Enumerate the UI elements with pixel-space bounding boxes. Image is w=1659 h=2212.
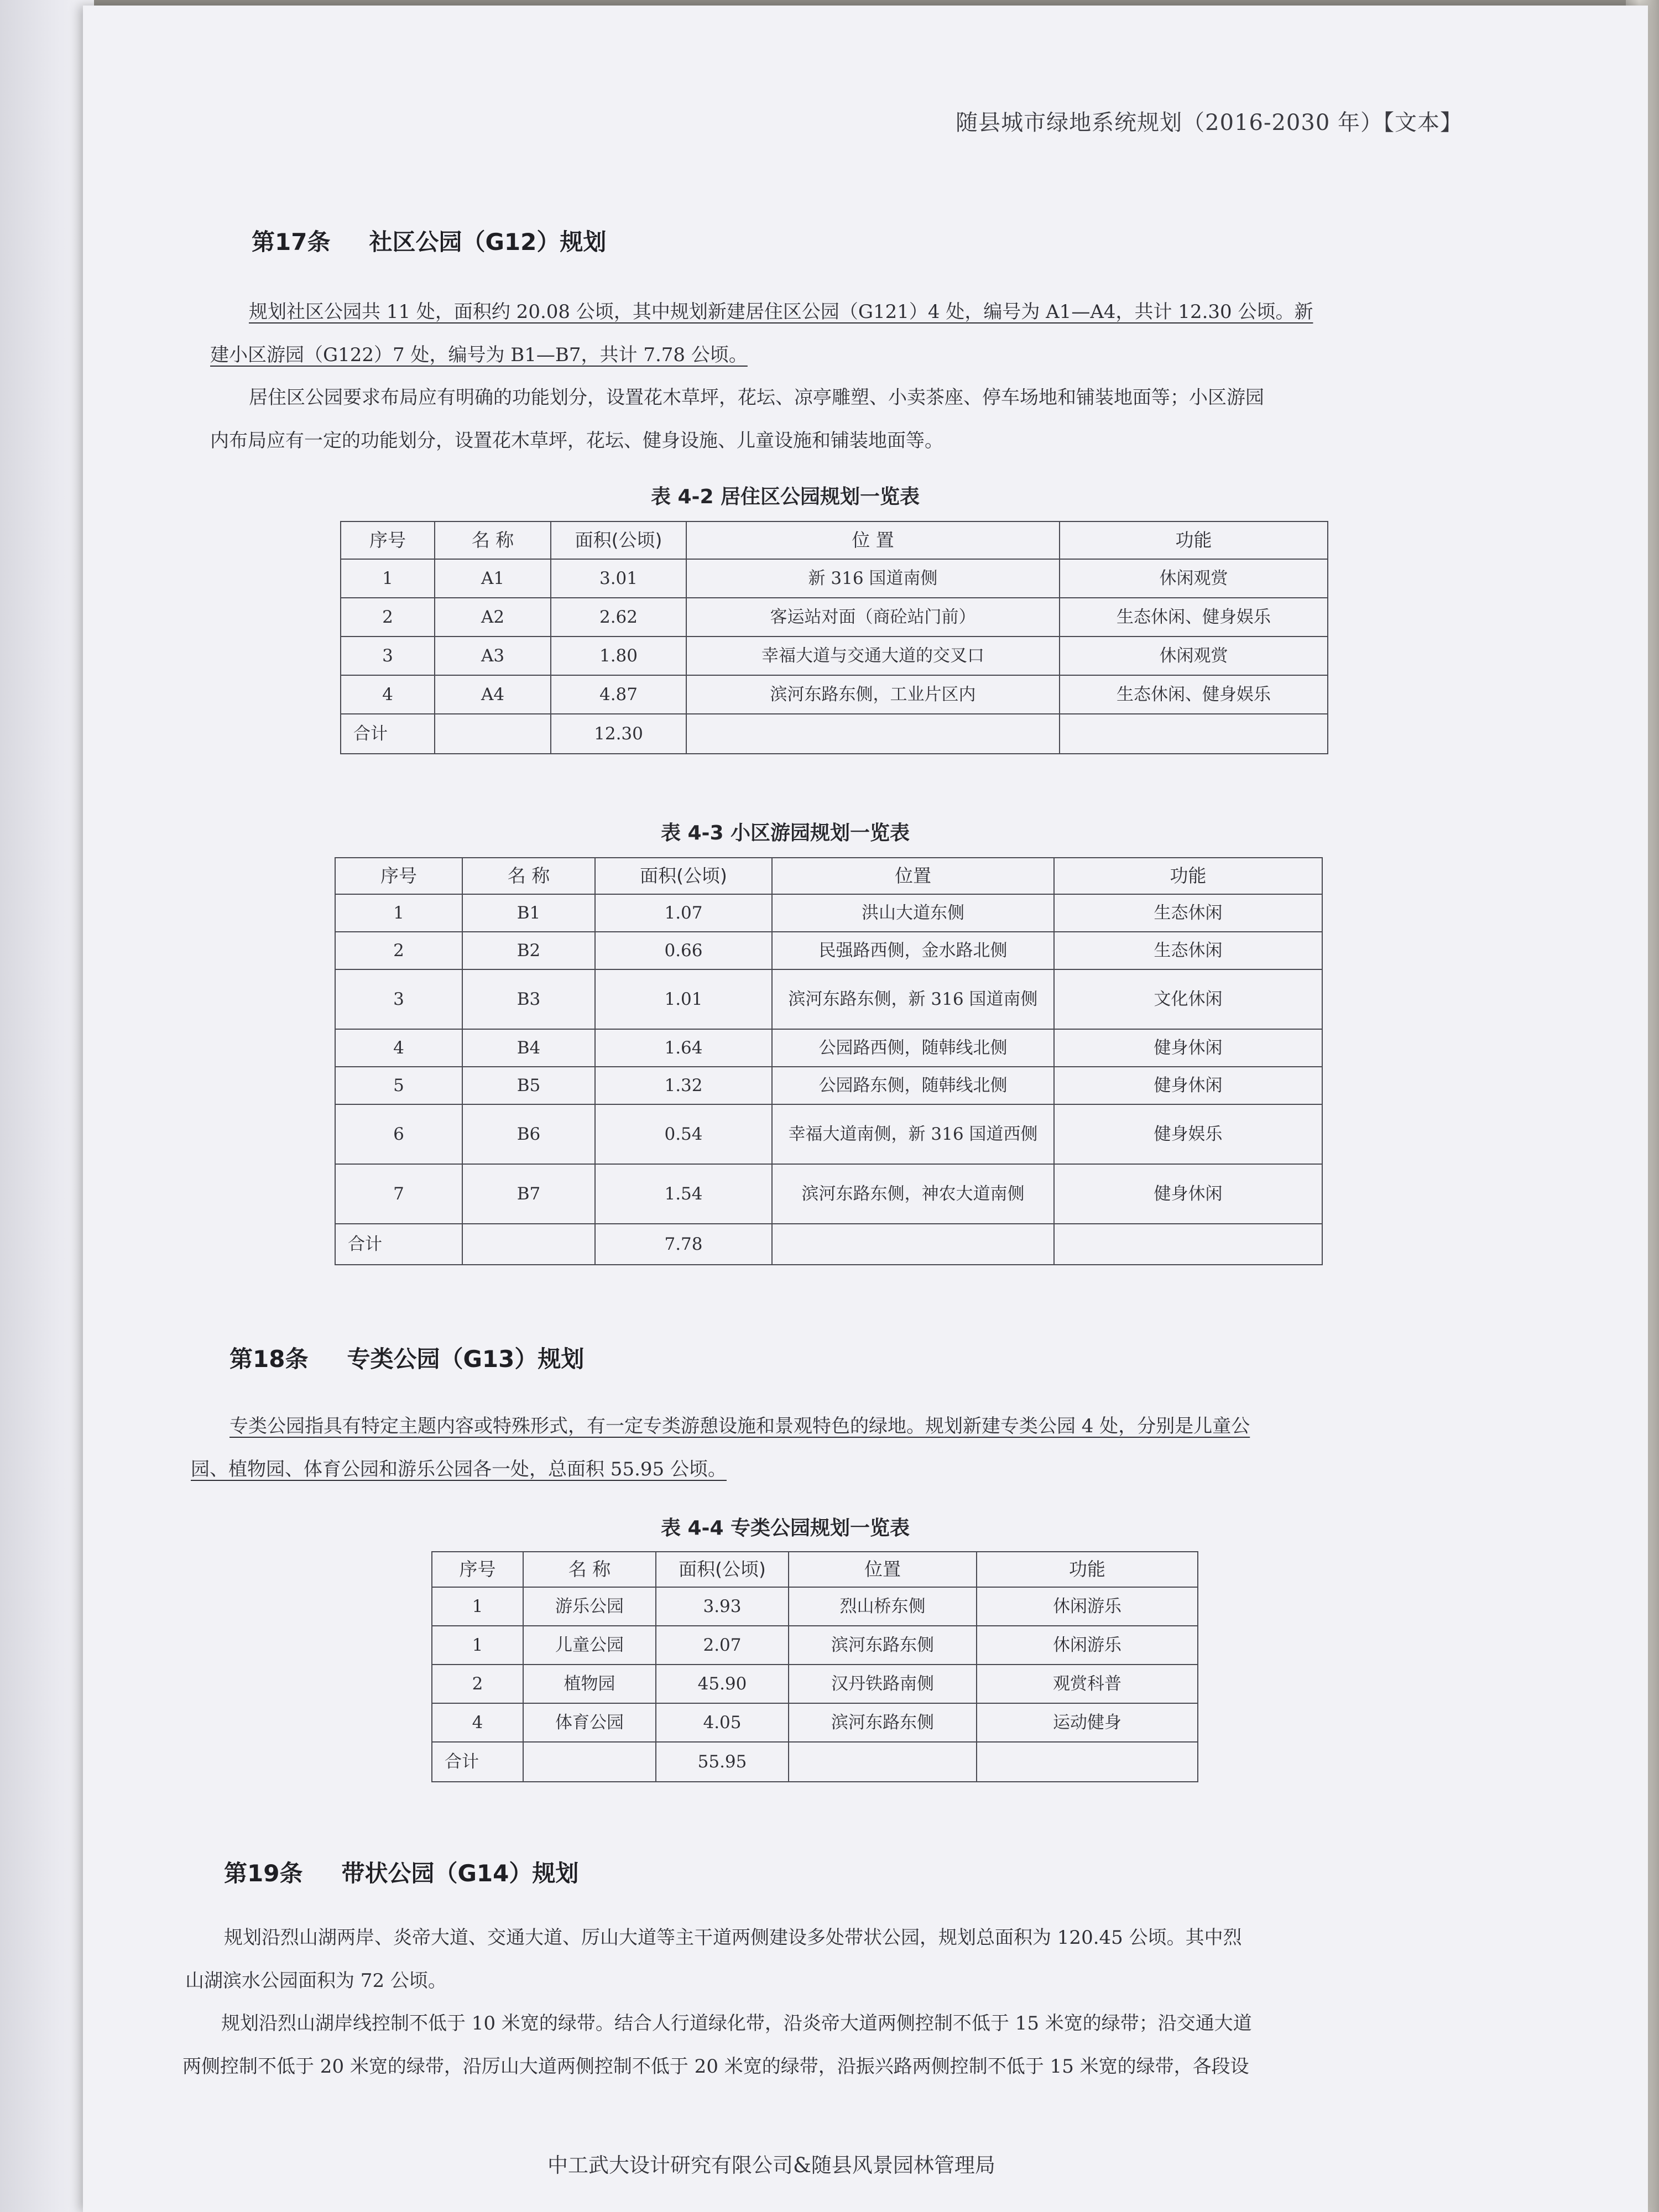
document-page — [83, 6, 1648, 2212]
running-header: 随县城市绿地系统规划（2016-2030 年）【文本】 — [956, 110, 1463, 135]
col-header-index: 序号 — [335, 858, 462, 894]
cell-name — [435, 714, 551, 754]
article-18-heading — [229, 1341, 584, 1374]
cell-function: 健身休闲 — [1054, 1164, 1322, 1224]
cell-function: 休闲观赏 — [1060, 559, 1328, 598]
table-header-row — [341, 521, 1328, 559]
article-17-p2-line-1: 居住区公园要求布局应有明确的功能划分，设置花木草坪，花坛、凉亭雕塑、小卖茶座、停车场地和铺装地面等；小区游园 — [249, 387, 1264, 409]
article-19-title: 带状公园（G14）规划 — [341, 1860, 579, 1887]
cell-index: 4 — [341, 675, 435, 714]
table-row — [335, 1067, 1322, 1104]
cell-index: 1 — [432, 1626, 523, 1665]
table-total-row — [341, 714, 1328, 754]
cell-total-area: 12.30 — [551, 714, 686, 754]
cell-location — [772, 1224, 1054, 1265]
article-19-heading — [224, 1855, 578, 1888]
page-footer: 中工武大设计研究有限公司&随县风景园林管理局 — [547, 2153, 995, 2177]
table-row — [335, 969, 1322, 1029]
table-row — [341, 637, 1328, 675]
article-18-number: 第18条 — [229, 1345, 309, 1373]
cell-name — [462, 1224, 595, 1265]
col-header-area: 面积(公顷) — [656, 1552, 789, 1587]
cell-name: B3 — [462, 969, 595, 1029]
table-row — [432, 1626, 1198, 1665]
cell-function — [977, 1742, 1198, 1782]
cell-location: 滨河东路东侧，神农大道南侧 — [772, 1164, 1054, 1224]
table-total-row — [335, 1224, 1322, 1265]
cell-name: 植物园 — [523, 1665, 656, 1703]
cell-location — [686, 714, 1060, 754]
cell-total-area: 55.95 — [656, 1742, 789, 1782]
article-17-title: 社区公园（G12）规划 — [369, 228, 607, 255]
table-total-row — [432, 1742, 1198, 1782]
table-row — [335, 1164, 1322, 1224]
cell-index: 6 — [335, 1104, 462, 1164]
cell-function: 休闲游乐 — [977, 1626, 1198, 1665]
cell-location: 幸福大道与交通大道的交叉口 — [686, 637, 1060, 675]
cell-index: 2 — [432, 1665, 523, 1703]
cell-location: 洪山大道东侧 — [772, 894, 1054, 932]
col-header-function: 功能 — [1060, 521, 1328, 559]
cell-function: 观赏科普 — [977, 1665, 1198, 1703]
col-header-area: 面积(公顷) — [595, 858, 772, 894]
article-17-heading — [252, 224, 606, 257]
cell-location: 公园路西侧，随韩线北侧 — [772, 1029, 1054, 1067]
cell-area: 4.87 — [551, 675, 686, 714]
cell-area: 1.07 — [595, 894, 772, 932]
article-18-p1-line-2: 园、植物园、体育公园和游乐公园各一处，总面积 55.95 公顷。 — [191, 1458, 727, 1480]
cell-function: 休闲观赏 — [1060, 637, 1328, 675]
cell-name: 游乐公园 — [523, 1587, 656, 1626]
cell-function: 生态休闲、健身娱乐 — [1060, 675, 1328, 714]
cell-area: 1.32 — [595, 1067, 772, 1104]
cell-name: B2 — [462, 932, 595, 969]
cell-location: 滨河东路东侧，工业片区内 — [686, 675, 1060, 714]
cell-index: 3 — [341, 637, 435, 675]
table-row — [432, 1587, 1198, 1626]
cell-function: 生态休闲 — [1054, 894, 1322, 932]
article-17-p1-line-1: 规划社区公园共 11 处，面积约 20.08 公顷，其中规划新建居住区公园（G121）4 处，编号为 A1—A4，共计 12.30 公顷。新 — [249, 301, 1313, 323]
table-4-2 — [340, 521, 1328, 754]
cell-area: 1.64 — [595, 1029, 772, 1067]
col-header-function: 功能 — [977, 1552, 1198, 1587]
table-4-3 — [335, 857, 1323, 1265]
cell-total-label: 合计 — [432, 1742, 523, 1782]
cell-area: 4.05 — [656, 1703, 789, 1742]
cell-name: A3 — [435, 637, 551, 675]
article-17-p2-line-2: 内布局应有一定的功能划分，设置花木草坪，花坛、健身设施、儿童设施和铺装地面等。 — [210, 430, 943, 452]
col-header-name: 名 称 — [523, 1552, 656, 1587]
table-4-4 — [431, 1551, 1198, 1782]
cell-area: 0.66 — [595, 932, 772, 969]
article-18-paragraph-1 — [191, 1405, 1557, 1491]
table-row — [335, 1029, 1322, 1067]
article-17-paragraph-2 — [210, 376, 1565, 462]
table-row — [432, 1703, 1198, 1742]
table-4-3-caption: 表 4-3 小区游园规划一览表 — [660, 822, 910, 844]
cell-function: 健身休闲 — [1054, 1029, 1322, 1067]
cell-name: B6 — [462, 1104, 595, 1164]
col-header-location: 位 置 — [686, 521, 1060, 559]
cell-function: 生态休闲、健身娱乐 — [1060, 598, 1328, 637]
cell-index: 4 — [335, 1029, 462, 1067]
cell-area: 1.01 — [595, 969, 772, 1029]
col-header-index: 序号 — [341, 521, 435, 559]
article-19-paragraph-2 — [182, 2002, 1571, 2088]
cell-total-label: 合计 — [341, 714, 435, 754]
cell-location — [789, 1742, 977, 1782]
cell-area: 0.54 — [595, 1104, 772, 1164]
col-header-location: 位置 — [772, 858, 1054, 894]
cell-area: 1.54 — [595, 1164, 772, 1224]
article-19-p1-line-2: 山湖滨水公园面积为 72 公顷。 — [185, 1970, 447, 1992]
cell-total-area: 7.78 — [595, 1224, 772, 1265]
cell-name: A4 — [435, 675, 551, 714]
cell-function: 休闲游乐 — [977, 1587, 1198, 1626]
cell-index: 1 — [432, 1587, 523, 1626]
cell-index: 1 — [335, 894, 462, 932]
table-row — [335, 932, 1322, 969]
cell-name: A2 — [435, 598, 551, 637]
table-4-2-caption: 表 4-2 居住区公园规划一览表 — [650, 486, 920, 508]
cell-function: 健身娱乐 — [1054, 1104, 1322, 1164]
article-17-p1-line-2: 建小区游园（G122）7 处，编号为 B1—B7，共计 7.78 公顷。 — [210, 344, 748, 366]
cell-area: 3.93 — [656, 1587, 789, 1626]
article-19-paragraph-1 — [185, 1916, 1568, 2002]
cell-area: 2.07 — [656, 1626, 789, 1665]
cell-name: 体育公园 — [523, 1703, 656, 1742]
cell-name: B1 — [462, 894, 595, 932]
table-4-4-caption: 表 4-4 专类公园规划一览表 — [660, 1517, 910, 1540]
col-header-name: 名 称 — [435, 521, 551, 559]
table-header-row — [432, 1552, 1198, 1587]
cell-total-label: 合计 — [335, 1224, 462, 1265]
cell-location: 客运站对面（商砼站门前） — [686, 598, 1060, 637]
cell-function: 文化休闲 — [1054, 969, 1322, 1029]
cell-function — [1060, 714, 1328, 754]
facing-page-edge — [0, 0, 94, 2212]
table-header-row — [335, 858, 1322, 894]
cell-function — [1054, 1224, 1322, 1265]
col-header-name: 名 称 — [462, 858, 595, 894]
table-row — [341, 675, 1328, 714]
cell-area: 45.90 — [656, 1665, 789, 1703]
cell-name: 儿童公园 — [523, 1626, 656, 1665]
cell-index: 1 — [341, 559, 435, 598]
cell-location: 汉丹铁路南侧 — [789, 1665, 977, 1703]
article-19-p1-line-1: 规划沿烈山湖两岸、炎帝大道、交通大道、厉山大道等主干道两侧建设多处带状公园，规划总面积为 120.45 公顷。其中烈 — [224, 1927, 1242, 1949]
table-row — [335, 894, 1322, 932]
cell-name: B7 — [462, 1164, 595, 1224]
table-row — [341, 559, 1328, 598]
article-18-title: 专类公园（G13）规划 — [347, 1345, 585, 1373]
article-17-number: 第17条 — [252, 228, 331, 255]
cell-location: 滨河东路东侧，新 316 国道南侧 — [772, 969, 1054, 1029]
col-header-area: 面积(公顷) — [551, 521, 686, 559]
cell-location: 烈山桥东侧 — [789, 1587, 977, 1626]
cell-location: 幸福大道南侧，新 316 国道西侧 — [772, 1104, 1054, 1164]
cell-location: 民强路西侧，金水路北侧 — [772, 932, 1054, 969]
cell-index: 2 — [335, 932, 462, 969]
col-header-function: 功能 — [1054, 858, 1322, 894]
table-row — [341, 598, 1328, 637]
cell-function: 运动健身 — [977, 1703, 1198, 1742]
article-17-paragraph-1 — [210, 290, 1565, 377]
cell-index: 4 — [432, 1703, 523, 1742]
cell-name: A1 — [435, 559, 551, 598]
cell-area: 2.62 — [551, 598, 686, 637]
cell-function: 健身休闲 — [1054, 1067, 1322, 1104]
cell-location: 滨河东路东侧 — [789, 1626, 977, 1665]
cell-index: 5 — [335, 1067, 462, 1104]
article-19-p2-line-1: 规划沿烈山湖岸线控制不低于 10 米宽的绿带。结合人行道绿化带，沿炎帝大道两侧控制不低于 15 米宽的绿带；沿交通大道 — [221, 2012, 1252, 2034]
col-header-index: 序号 — [432, 1552, 523, 1587]
table-row — [335, 1104, 1322, 1164]
cell-location: 滨河东路东侧 — [789, 1703, 977, 1742]
article-19-number: 第19条 — [224, 1860, 303, 1887]
cell-index: 7 — [335, 1164, 462, 1224]
cell-area: 1.80 — [551, 637, 686, 675]
cell-function: 生态休闲 — [1054, 932, 1322, 969]
cell-name: B5 — [462, 1067, 595, 1104]
article-19-p2-line-2: 两侧控制不低于 20 米宽的绿带，沿厉山大道两侧控制不低于 20 米宽的绿带，沿振兴路两侧控制不低于 15 米宽的绿带，各段设 — [182, 2056, 1249, 2078]
cell-name — [523, 1742, 656, 1782]
table-row — [432, 1665, 1198, 1703]
cell-index: 2 — [341, 598, 435, 637]
cell-name: B4 — [462, 1029, 595, 1067]
cell-area: 3.01 — [551, 559, 686, 598]
article-18-p1-line-1: 专类公园指具有特定主题内容或特殊形式，有一定专类游憩设施和景观特色的绿地。规划新建专类公园 4 处，分别是儿童公 — [229, 1415, 1250, 1437]
cell-index: 3 — [335, 969, 462, 1029]
cell-location: 公园路东侧，随韩线北侧 — [772, 1067, 1054, 1104]
cell-location: 新 316 国道南侧 — [686, 559, 1060, 598]
col-header-location: 位置 — [789, 1552, 977, 1587]
